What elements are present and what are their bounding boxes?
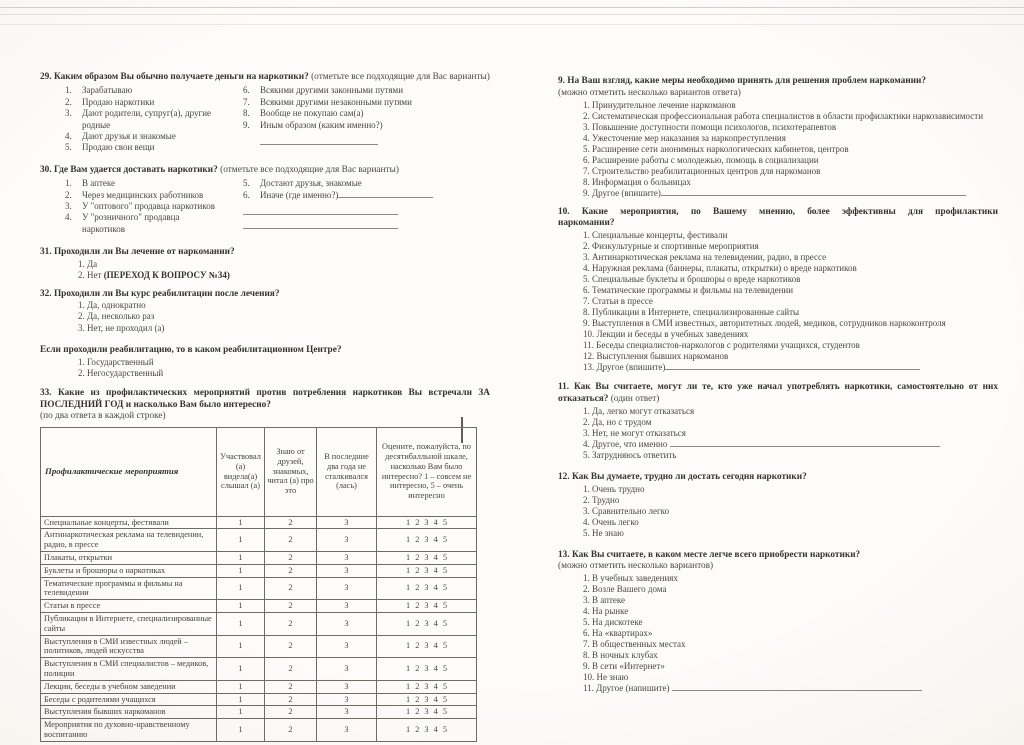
- question-9-note: (можно отметить несколько вариантов ответа): [558, 87, 741, 98]
- question-9: [558, 76, 998, 199]
- option-item: 1. Принудительное лечение наркоманов: [583, 99, 736, 110]
- cell-heard: 2: [265, 529, 317, 552]
- question-13-note: (можно отметить несколько вариантов): [558, 561, 714, 572]
- option-item: 5. Специальные буклеты и брошюры о вреде наркотиков: [583, 274, 801, 285]
- table-row: [41, 529, 477, 552]
- option-item: 1. Государственный: [78, 356, 154, 367]
- rehab-question-title-text: Если проходили реабилитацию, то в каком реабилитационном Центре?: [40, 345, 342, 356]
- blank-line: [260, 134, 378, 145]
- cell-heard: 2: [265, 693, 317, 706]
- option-text: 9. Другое (впишите): [583, 187, 661, 198]
- option-item: [558, 188, 998, 199]
- option-item: 1. В учебных заведениях: [583, 573, 678, 584]
- cell-participated: 1: [217, 612, 265, 635]
- question-32: [40, 289, 490, 335]
- option-number: 9.: [243, 119, 250, 130]
- cell-heard: 2: [265, 551, 317, 564]
- option-number: 3.: [65, 108, 72, 119]
- option-item: 1. Специальные концерты, фестивали: [583, 230, 728, 241]
- cell-participated: 1: [217, 635, 265, 658]
- option-item: [243, 108, 471, 119]
- option-item: 7. Строительство реабилитационных центров для наркоманов: [583, 165, 821, 176]
- option-number: 4.: [65, 212, 72, 223]
- option-number: 1.: [65, 85, 72, 96]
- option-text: Иным образом (каким именно?): [260, 119, 383, 130]
- row-label: Лекции, беседы в учебном заведении: [41, 680, 217, 693]
- option-item: 5. Расширение сети анонимных наркологических кабинетов, центров: [583, 143, 849, 154]
- option-item: 3. Антинаркотическая реклама на телевидении, радио, в прессе: [583, 252, 827, 263]
- option-text: Всякими другими законными путями: [260, 85, 404, 96]
- option-item: 3. Нет, не могут отказаться: [583, 427, 686, 438]
- option-item: [243, 85, 471, 96]
- scan-artifact-line: [0, 24, 1024, 25]
- row-label: Тематические программы и фильмы на телевидении: [41, 577, 217, 600]
- row-label: Публикации в Интернете, специализированные сайты: [41, 612, 217, 635]
- option-item: 4. Очень легко: [583, 516, 639, 527]
- cell-heard: 2: [265, 706, 317, 719]
- table-row: [41, 564, 477, 577]
- row-label: Выступления в СМИ специалистов – медиков, полиции: [41, 658, 217, 681]
- option-text: В аптеке: [82, 178, 116, 189]
- option-item: 5. Затрудняюсь ответить: [583, 449, 677, 460]
- option-item: 8. Публикации в Интернете, специализированные сайты: [583, 307, 800, 318]
- cell-not-encountered: 3: [317, 516, 377, 529]
- cell-rating-scale: 1 2 3 4 5: [377, 612, 477, 635]
- cell-heard: 2: [265, 516, 317, 529]
- question-29-title-text: 29. Каким образом Вы обычно получаете деньги на наркотики?: [40, 72, 309, 82]
- table-row: [41, 551, 477, 564]
- cell-rating-scale: 1 2 3 4 5: [377, 564, 477, 577]
- option-item: 3. В аптеке: [583, 595, 626, 606]
- cell-participated: 1: [217, 680, 265, 693]
- option-text: Зарабатываю: [82, 85, 133, 96]
- blank-line: [665, 362, 920, 370]
- option-item: [558, 362, 998, 373]
- question-10-title: [558, 207, 998, 231]
- option-text: Через медицинских работников: [82, 189, 204, 200]
- question-29-options-left: [65, 85, 215, 153]
- question-9-title: [558, 76, 998, 100]
- cell-participated: 1: [217, 529, 265, 552]
- option-item: [78, 270, 490, 281]
- cell-not-encountered: 3: [317, 658, 377, 681]
- option-number: 4.: [65, 131, 72, 142]
- cell-rating-scale: 1 2 3 4 5: [377, 719, 477, 742]
- option-item: [65, 108, 215, 131]
- option-item: 10. Лекции и беседы в учебных заведениях: [583, 329, 749, 340]
- question-11-title-text: 11. Как Вы считаете, могут ли те, кто уже начал употреблять наркотики, самостоятельно от них отказаться?: [558, 382, 998, 404]
- cell-rating-scale: 1 2 3 4 5: [377, 551, 477, 564]
- option-item: 1. Очень трудно: [583, 483, 645, 494]
- table-header-not-encountered: В последние два года не сталкивался (лась): [317, 427, 377, 516]
- option-item: 2. Да, несколько раз: [78, 311, 155, 322]
- table-header-rate-interest: Оцените, пожалуйста, по десятибалльной шкале, насколько Вам было интересно? 1 – совсем не интересно, 5 – очень интересно: [377, 427, 477, 516]
- question-29: [40, 72, 490, 154]
- option-item: 3. Повышение доступности помощи психологов, психотерапевтов: [583, 121, 837, 132]
- question-32-title: [40, 289, 490, 300]
- blank-line: [338, 190, 433, 198]
- table-row: [41, 658, 477, 681]
- option-number: 6.: [243, 189, 250, 200]
- option-item: 1. Да, однократно: [78, 299, 146, 310]
- option-item: [243, 120, 471, 131]
- option-item: 4. Ужесточение мер наказания за наркопреступления: [583, 132, 786, 143]
- row-label: Мероприятия по духовно-нравственному воспитанию: [41, 719, 217, 742]
- option-text: 4. Другое, что именно: [583, 438, 670, 449]
- option-item: [243, 178, 471, 189]
- cell-not-encountered: 3: [317, 564, 377, 577]
- option-number: 2.: [65, 189, 72, 200]
- option-item: [243, 190, 471, 201]
- option-item: 4. На рынке: [583, 606, 629, 617]
- table-row: [41, 719, 477, 742]
- table-row: [41, 612, 477, 635]
- option-item: 6. Расширение работы с молодежью, помощь в социализации: [583, 154, 819, 165]
- option-number: 7.: [243, 96, 250, 107]
- cell-participated: 1: [217, 516, 265, 529]
- table-row: [41, 516, 477, 529]
- option-item: 1. Да: [78, 258, 98, 269]
- option-item: 5. На дискотеке: [583, 617, 643, 628]
- cell-not-encountered: 3: [317, 529, 377, 552]
- question-rehab-center: [40, 345, 490, 379]
- question-10: [558, 207, 998, 374]
- cell-not-encountered: 3: [317, 693, 377, 706]
- option-text: Продаю свои вещи: [82, 142, 155, 153]
- prevention-activities-table: [40, 427, 477, 742]
- option-number: 6.: [243, 85, 250, 96]
- option-text: Дают родители, супруг(а), другие родные: [82, 108, 212, 130]
- cell-rating-scale: 1 2 3 4 5: [377, 529, 477, 552]
- cell-rating-scale: 1 2 3 4 5: [377, 706, 477, 719]
- question-30: [40, 165, 490, 235]
- cell-rating-scale: 1 2 3 4 5: [377, 577, 477, 600]
- table-header-participated: Участвовал (а) видела(а) слышал (а): [217, 427, 265, 516]
- scan-artifact-line: [0, 14, 1024, 15]
- page-left: [40, 72, 490, 742]
- question-12: [558, 472, 998, 539]
- cell-heard: 2: [265, 635, 317, 658]
- question-29-options: [65, 85, 490, 153]
- table-header-row: [41, 427, 477, 516]
- cell-participated: 1: [217, 577, 265, 600]
- cell-participated: 1: [217, 600, 265, 613]
- option-text: 2. Нет: [78, 270, 104, 281]
- question-31: [40, 247, 490, 281]
- option-item: [65, 85, 215, 96]
- option-text: Всякими другими незаконными путями: [260, 96, 412, 107]
- option-text: У "оптового" продавца наркотиков: [82, 201, 215, 212]
- option-item: [65, 142, 215, 153]
- option-item: 9. Выступления в СМИ известных, авторитетных людей, медиков, сотрудников наркоконтроля: [583, 318, 946, 329]
- option-number: 5.: [65, 142, 72, 153]
- option-item: 9. В сети «Интернет»: [583, 661, 665, 672]
- table-row: [41, 600, 477, 613]
- cell-not-encountered: 3: [317, 719, 377, 742]
- blank-line: [670, 439, 940, 447]
- option-item: [65, 201, 215, 212]
- option-item: [65, 190, 215, 201]
- option-item: 2. Да, но с трудом: [583, 416, 652, 427]
- option-item: [558, 683, 998, 694]
- option-item: 8. Информация о больницах: [583, 176, 691, 187]
- option-item: 3. Сравнительно легко: [583, 505, 670, 516]
- option-item: 3. Нет, не проходил (а): [78, 322, 165, 333]
- option-item: 2. Систематическая профессиональная работа специалистов в области профилактики наркозависимости: [583, 110, 984, 121]
- table-row: [41, 577, 477, 600]
- option-item: [243, 97, 471, 108]
- option-item: 10. Не знаю: [583, 672, 629, 683]
- option-item: 8. В ночных клубах: [583, 650, 658, 661]
- option-text: Продаю наркотики: [82, 96, 155, 107]
- row-label: Специальные концерты, фестивали: [41, 516, 217, 529]
- cell-heard: 2: [265, 577, 317, 600]
- cell-not-encountered: 3: [317, 551, 377, 564]
- scan-artifact-line: [0, 7, 1024, 8]
- question-30-options: [65, 178, 490, 235]
- cell-participated: 1: [217, 719, 265, 742]
- question-29-options-right: [243, 85, 471, 153]
- cell-rating-scale: 1 2 3 4 5: [377, 658, 477, 681]
- row-label: Буклеты и брошюры о наркотиках: [41, 564, 217, 577]
- cell-heard: 2: [265, 680, 317, 693]
- cell-rating-scale: 1 2 3 4 5: [377, 600, 477, 613]
- option-text: [260, 190, 471, 201]
- option-text: Вообще не покупаю сам(а): [260, 108, 364, 119]
- question-10-title-text: 10. Какие мероприятия, по Вашему мнению, более эффективны для профилактики наркомании?: [558, 206, 998, 229]
- question-32-title-text: 32. Проходили ли Вы курс реабилитации после лечения?: [40, 288, 280, 299]
- option-text: Дают друзья и знакомые: [82, 131, 176, 142]
- option-item: 2. Негосударственный: [78, 367, 164, 378]
- option-text-inner: Иначе (где именно?): [260, 189, 339, 200]
- cell-rating-scale: 1 2 3 4 5: [377, 635, 477, 658]
- table-row: [41, 706, 477, 719]
- question-31-title-text: 31. Проходили ли Вы лечение от наркомании?: [40, 247, 235, 258]
- cell-participated: 1: [217, 564, 265, 577]
- blank-line: [661, 188, 966, 196]
- question-33: [40, 388, 490, 741]
- cell-not-encountered: 3: [317, 706, 377, 719]
- cell-not-encountered: 3: [317, 612, 377, 635]
- question-30-note: (отметьте все подходящие для Вас варианты): [217, 164, 399, 175]
- option-item: 2. Трудно: [583, 494, 620, 505]
- question-13-title: [558, 550, 998, 574]
- question-11: [558, 382, 998, 461]
- blank-line: [672, 683, 922, 691]
- option-item: 1. Да, легко могут отказаться: [583, 405, 695, 416]
- option-item: 4. Наружная реклама (баннеры, плакаты, открытки) о вреде наркотиков: [583, 263, 857, 274]
- cell-rating-scale: 1 2 3 4 5: [377, 693, 477, 706]
- option-item: [65, 212, 215, 235]
- row-label: Выступления бывших наркоманов: [41, 706, 217, 719]
- option-text: 11. Другое (напишите): [583, 683, 672, 694]
- page-right: [558, 76, 998, 694]
- option-number: 5.: [243, 178, 250, 189]
- row-label: Беседы с родителями учащихся: [41, 693, 217, 706]
- row-label: Статьи в прессе: [41, 600, 217, 613]
- blank-line: [243, 218, 398, 229]
- question-30-title-text: 30. Где Вам удается доставать наркотики?: [40, 164, 218, 175]
- cell-rating-scale: 1 2 3 4 5: [377, 680, 477, 693]
- cell-heard: 2: [265, 719, 317, 742]
- option-item: 11. Беседы специалистов-наркологов с родителями учащихся, студентов: [583, 340, 860, 351]
- question-30-options-right: [243, 178, 471, 235]
- cell-participated: 1: [217, 658, 265, 681]
- question-11-note: (один ответ): [608, 393, 660, 404]
- question-31-title: [40, 247, 490, 258]
- table-row: [41, 693, 477, 706]
- blank-line: [243, 204, 398, 215]
- option-text: 13. Другое (впишите): [583, 362, 666, 373]
- question-33-title-text: 33. Какие из профилактических мероприятий против потребления наркотиков Вы встречали ЗА ПОСЛЕДНИЙ ГОД и насколько Вам было интересно?: [40, 388, 490, 410]
- option-item: 6. На «квартирах»: [583, 628, 653, 639]
- option-item: [65, 97, 215, 108]
- option-number: 1.: [65, 178, 72, 189]
- question-29-title: [40, 72, 490, 83]
- cell-heard: 2: [265, 658, 317, 681]
- question-30-options-left: [65, 178, 215, 235]
- table-row: [41, 635, 477, 658]
- table-header-activities: Профилактические мероприятия: [41, 427, 217, 516]
- option-item: 6. Тематические программы и фильмы на телевидении: [583, 285, 794, 296]
- question-29-note: (отметьте все подходящие для Вас варианты): [308, 72, 490, 82]
- option-text: Достают друзья, знакомые: [260, 178, 362, 189]
- option-item: 7. В общественных местах: [583, 639, 686, 650]
- row-label: Плакаты, открытки: [41, 551, 217, 564]
- option-item: 2. Возле Вашего дома: [583, 584, 667, 595]
- cell-heard: 2: [265, 600, 317, 613]
- table-row: [41, 680, 477, 693]
- option-skip-note: (ПЕРЕХОД К ВОПРОСУ №34): [103, 270, 230, 281]
- cell-not-encountered: 3: [317, 577, 377, 600]
- question-12-title-text: 12. Как Вы думаете, трудно ли достать сегодня наркотики?: [558, 471, 807, 482]
- cell-not-encountered: 3: [317, 600, 377, 613]
- question-30-title: [40, 165, 490, 176]
- question-33-note: (по два ответа в каждой строке): [40, 411, 166, 422]
- option-text: У "розничного" продавца наркотиков: [82, 212, 180, 234]
- table-header-heard-from-friends: Знаю от друзей, знакомых, читал (а) про это: [265, 427, 317, 516]
- cell-participated: 1: [217, 551, 265, 564]
- cell-heard: 2: [265, 612, 317, 635]
- option-item: 12. Выступления бывших наркоманов: [583, 351, 729, 362]
- question-13: [558, 550, 998, 695]
- question-13-title-text: 13. Как Вы считаете, в каком месте легче всего приобрести наркотики?: [558, 549, 861, 560]
- cell-not-encountered: 3: [317, 635, 377, 658]
- cell-not-encountered: 3: [317, 680, 377, 693]
- option-number: 3.: [65, 201, 72, 212]
- option-item: [558, 439, 998, 450]
- row-label: Антинаркотическая реклама на телевидении, радио, в прессе: [41, 529, 217, 552]
- question-9-title-text: 9. На Ваш взгляд, какие меры необходимо принять для решения проблем наркомании?: [558, 76, 927, 86]
- cell-rating-scale: 1 2 3 4 5: [377, 516, 477, 529]
- question-11-title: [558, 382, 998, 406]
- question-12-title: [558, 472, 998, 484]
- option-number: 2.: [65, 96, 72, 107]
- option-item: 7. Статьи в прессе: [583, 296, 653, 307]
- cell-participated: 1: [217, 693, 265, 706]
- cell-heard: 2: [265, 564, 317, 577]
- option-item: 5. Не знаю: [583, 527, 624, 538]
- question-33-title: [40, 388, 490, 422]
- option-item: 2. Физкультурные и спортивные мероприятия: [583, 241, 759, 252]
- option-number: 8.: [243, 108, 250, 119]
- rehab-question-title: [40, 345, 490, 356]
- cell-participated: 1: [217, 706, 265, 719]
- row-label: Выступления в СМИ известных людей – политиков, людей искусства: [41, 635, 217, 658]
- option-item: [65, 178, 215, 189]
- option-item: [65, 131, 215, 142]
